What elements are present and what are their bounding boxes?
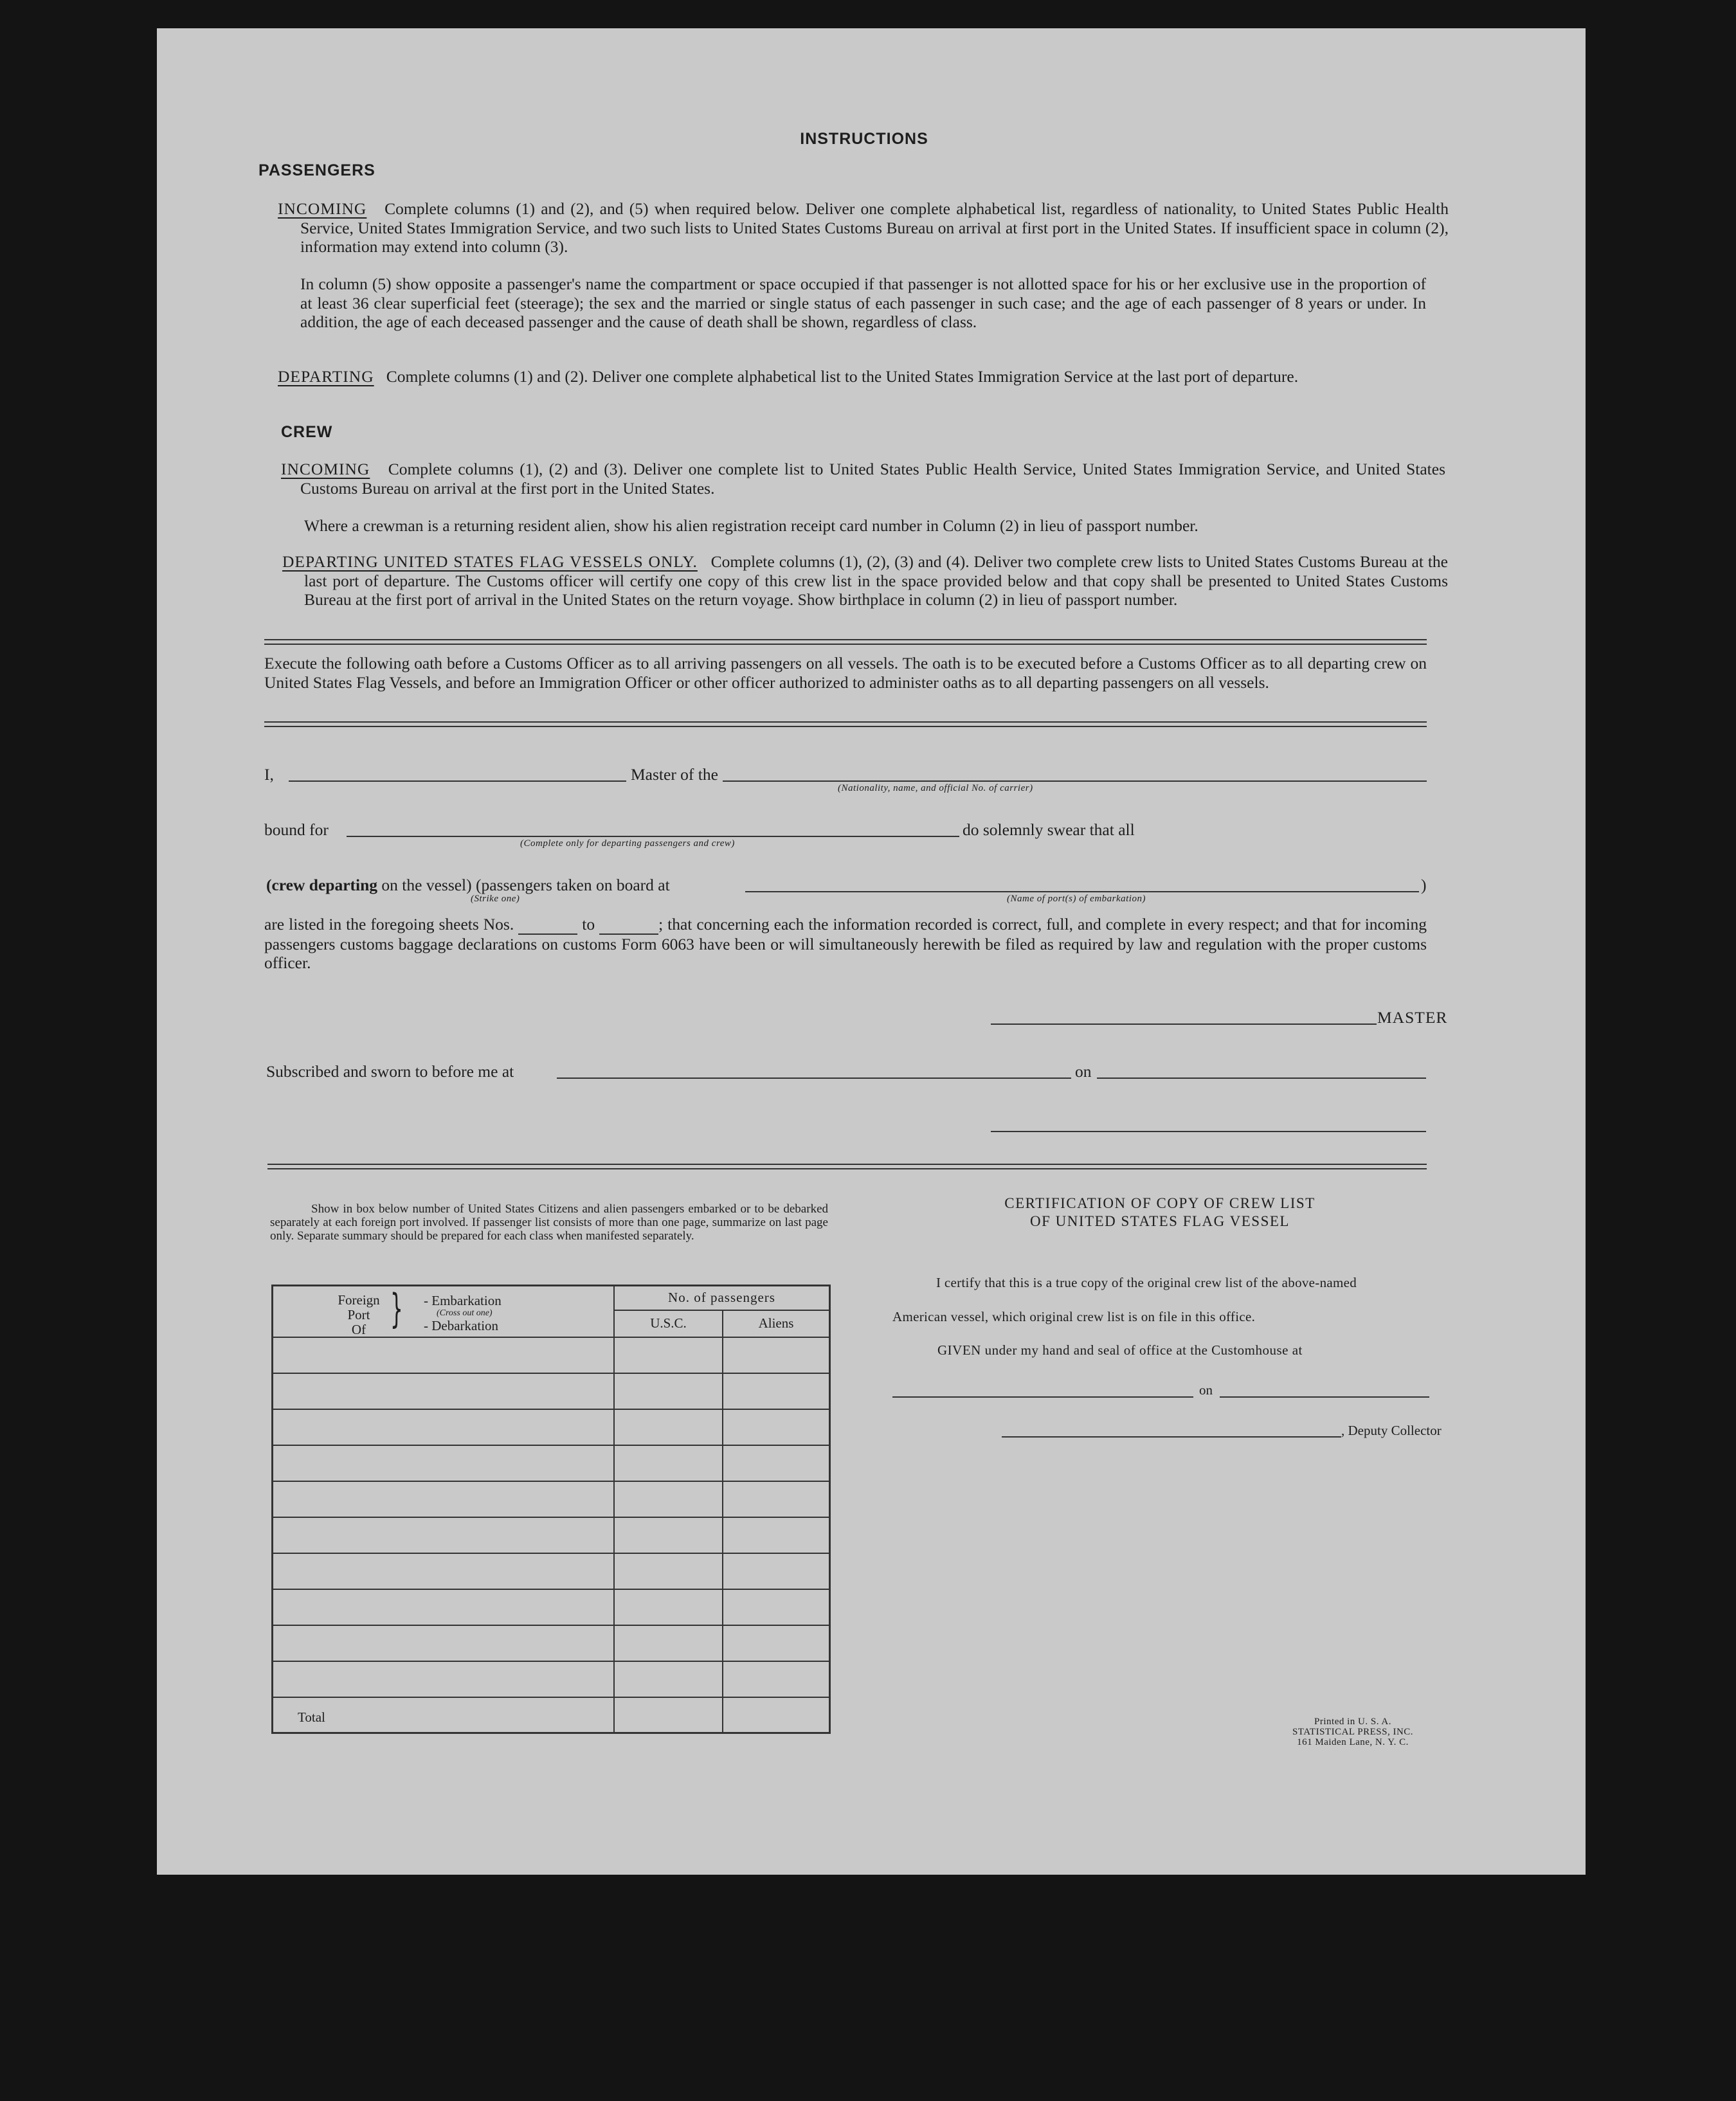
strike-one-hint: (Strike one) bbox=[471, 894, 520, 904]
passengers-departing-label: DEPARTING bbox=[278, 367, 374, 386]
foreign-label: Foreign bbox=[338, 1292, 380, 1308]
no-of-passengers-header: No. of passengers bbox=[614, 1286, 830, 1310]
crew-incoming-text: Complete columns (1), (2) and (3). Deliver one complete list to United States Public Health Service, United States Immigration Service, and United States Customs Bureau on arrival at the first port in the United States. bbox=[300, 460, 1445, 498]
aliens-cell[interactable] bbox=[723, 1661, 830, 1697]
column5-paragraph: In column (5) show opposite a passenger's name the compartment or space occupied if that passenger is not allotted space for his or her exclusive use in the proportion of at least 36 clear superficial feet (steerage); the sex and the married or single status of each passenger in such case; and the age of each passenger of 8 years or under. In addition, the age of each deceased passenger and the cause of death shall be shown, regardless of class. bbox=[300, 275, 1426, 331]
divider-middle bbox=[264, 721, 1427, 727]
certification-title bbox=[890, 1195, 1430, 1231]
subscribed-label: Subscribed and sworn to before me at bbox=[266, 1062, 514, 1081]
aliens-cell[interactable] bbox=[723, 1517, 830, 1553]
table-row bbox=[273, 1517, 830, 1553]
table-row bbox=[273, 1481, 830, 1517]
passengers-incoming-label: INCOMING bbox=[278, 199, 367, 218]
embarkation-label: - Embarkation bbox=[424, 1293, 502, 1308]
close-paren: ) bbox=[1421, 876, 1427, 894]
table-row bbox=[273, 1409, 830, 1445]
brace-icon: } bbox=[390, 1285, 403, 1332]
table-row bbox=[273, 1445, 830, 1481]
nationality-hint: (Nationality, name, and official No. of carrier) bbox=[838, 783, 1033, 793]
printer-line3: 161 Maiden Lane, N. Y. C. bbox=[1297, 1737, 1409, 1747]
printer-line2: STATISTICAL PRESS, INC. bbox=[1292, 1727, 1414, 1737]
passengers-taken-label: (passengers taken on board at bbox=[476, 876, 670, 894]
bound-for-label: bound for bbox=[264, 820, 329, 839]
table-row bbox=[273, 1661, 830, 1697]
complete-only-hint: (Complete only for departing passengers and crew) bbox=[520, 838, 735, 849]
passengers-incoming-paragraph bbox=[278, 199, 1449, 257]
sheet-to-field[interactable] bbox=[599, 915, 658, 935]
foreign-port-header bbox=[273, 1286, 615, 1337]
deputy-collector-label: , Deputy Collector bbox=[1341, 1423, 1442, 1438]
sworn-place-field[interactable] bbox=[557, 1078, 1071, 1079]
us-flag-departing-label: DEPARTING UNITED STATES FLAG VESSELS ONLY. bbox=[282, 552, 698, 571]
total-usc-cell[interactable] bbox=[614, 1697, 723, 1733]
total-row bbox=[273, 1697, 830, 1733]
customhouse-place-field[interactable] bbox=[892, 1396, 1193, 1398]
listed-to-label: to bbox=[582, 915, 595, 933]
usc-cell[interactable] bbox=[614, 1373, 723, 1409]
deputy-collector-signature-field[interactable] bbox=[1002, 1436, 1341, 1438]
port-cell[interactable] bbox=[273, 1409, 615, 1445]
of-label: Of bbox=[351, 1322, 366, 1337]
given-text: GIVEN under my hand and seal of office at the Customhouse at bbox=[937, 1342, 1303, 1358]
aliens-cell[interactable] bbox=[723, 1481, 830, 1517]
port-cell[interactable] bbox=[273, 1445, 615, 1481]
total-label: Total bbox=[273, 1697, 615, 1733]
cross-out-hint: (Cross out one) bbox=[437, 1308, 493, 1318]
listed-start-text: are listed in the foregoing sheets Nos. bbox=[264, 915, 514, 933]
sheet-from-field[interactable] bbox=[518, 915, 577, 935]
bound-for-field[interactable] bbox=[347, 836, 959, 837]
port-cell[interactable] bbox=[273, 1481, 615, 1517]
passengers-departing-text: Complete columns (1) and (2). Deliver one complete alphabetical list to the United States Immigration Service at the last port of departure. bbox=[386, 367, 1299, 386]
usc-cell[interactable] bbox=[614, 1553, 723, 1589]
port-cell[interactable] bbox=[273, 1553, 615, 1589]
debarkation-label: - Debarkation bbox=[424, 1318, 499, 1333]
form-sheet bbox=[157, 28, 1586, 1875]
port-cell[interactable] bbox=[273, 1337, 615, 1373]
aliens-header: Aliens bbox=[723, 1310, 830, 1337]
certify-line1: I certify that this is a true copy of the original crew list of the above-named bbox=[936, 1275, 1357, 1290]
usc-cell[interactable] bbox=[614, 1409, 723, 1445]
crew-incoming-paragraph bbox=[281, 460, 1445, 498]
printer-imprint bbox=[1237, 1717, 1469, 1747]
port-cell[interactable] bbox=[273, 1661, 615, 1697]
sworn-date-field[interactable] bbox=[1097, 1078, 1426, 1079]
port-label: Port bbox=[347, 1307, 370, 1322]
master-of-the-label: Master of the bbox=[631, 765, 718, 784]
crew-incoming-label: INCOMING bbox=[281, 460, 370, 478]
port-cell[interactable] bbox=[273, 1373, 615, 1409]
us-flag-departing-paragraph bbox=[282, 552, 1448, 609]
embarkation-port-field[interactable] bbox=[745, 891, 1419, 892]
customhouse-date-field[interactable] bbox=[1220, 1396, 1429, 1398]
master-name-field[interactable] bbox=[289, 780, 626, 782]
officer-signature-field[interactable] bbox=[991, 1131, 1426, 1132]
port-hint: (Name of port(s) of embarkation) bbox=[1007, 894, 1146, 904]
aliens-cell[interactable] bbox=[723, 1337, 830, 1373]
printer-line1: Printed in U. S. A. bbox=[1314, 1717, 1391, 1727]
passenger-summary-table bbox=[271, 1285, 831, 1734]
passengers-departing-paragraph bbox=[278, 367, 1449, 386]
aliens-cell[interactable] bbox=[723, 1589, 830, 1625]
aliens-cell[interactable] bbox=[723, 1445, 830, 1481]
master-signature-field[interactable] bbox=[991, 1023, 1377, 1025]
listed-rest-text: ; that concerning each the information recorded is correct, full, and complete in every respect; and that for incoming passengers customs baggage declarations on customs Form 6063 have been or will simultaneously herewith be filed as required by law and regulation with the proper customs officer. bbox=[264, 915, 1427, 972]
oath-i-label: I, bbox=[264, 765, 274, 784]
cert-on-label: on bbox=[1199, 1382, 1213, 1398]
usc-cell[interactable] bbox=[614, 1661, 723, 1697]
on-the-vessel-label: on the vessel) bbox=[377, 876, 472, 894]
divider-bottom bbox=[267, 1164, 1427, 1169]
usc-cell[interactable] bbox=[614, 1625, 723, 1661]
usc-cell[interactable] bbox=[614, 1481, 723, 1517]
crew-heading: CREW bbox=[281, 423, 333, 441]
port-cell[interactable] bbox=[273, 1589, 615, 1625]
aliens-cell[interactable] bbox=[723, 1625, 830, 1661]
usc-cell[interactable] bbox=[614, 1589, 723, 1625]
aliens-cell[interactable] bbox=[723, 1553, 830, 1589]
certify-line2: American vessel, which original crew list is on file in this office. bbox=[892, 1309, 1256, 1324]
table-row bbox=[273, 1373, 830, 1409]
crew-departing-label: (crew departing bbox=[266, 876, 378, 894]
us-flag-departing-text: Complete columns (1), (2), (3) and (4). Deliver two complete crew lists to United States Customs Bureau at the last port of departure. The Customs officer will certify one copy of this crew list in the space provided below and that copy shall be presented to United States Customs Bureau at the first port of arrival in the United States on the return voyage. Show birthplace in column (2) in lieu of passport number. bbox=[304, 552, 1448, 609]
certification-title-line2: OF UNITED STATES FLAG VESSEL bbox=[1030, 1213, 1290, 1229]
usc-header: U.S.C. bbox=[614, 1310, 723, 1337]
listed-paragraph bbox=[264, 915, 1427, 972]
table-row bbox=[273, 1589, 830, 1625]
port-cell[interactable] bbox=[273, 1517, 615, 1553]
crewman-paragraph: Where a crewman is a returning resident alien, show his alien registration receipt card number in Column (2) in lieu of passport number. bbox=[304, 516, 1198, 535]
passengers-incoming-text: Complete columns (1) and (2), and (5) when required below. Deliver one complete alphabetical list, regardless of nationality, to United States Public Health Service, United States Immigration Service, and two such lists to United States Customs Bureau on arrival at first port in the United States. If insufficient space in column (2), information may extend into column (3). bbox=[300, 199, 1449, 256]
port-cell[interactable] bbox=[273, 1625, 615, 1661]
divider-top bbox=[264, 639, 1427, 645]
oath-intro-paragraph: Execute the following oath before a Customs Officer as to all arriving passengers on all vessels. The oath is to be executed before a Customs Officer as to all departing crew on United States Flag Vessels, and before an Immigration Officer or other officer authorized to administer oaths as to all departing passengers on all vessels. bbox=[264, 654, 1427, 692]
usc-cell[interactable] bbox=[614, 1517, 723, 1553]
table-row bbox=[273, 1625, 830, 1661]
table-row bbox=[273, 1553, 830, 1589]
summary-instruction: Show in box below number of United States Citizens and alien passengers embarked or to be debarked separately at each foreign port involved. If passenger list consists of more than one page, summarize on last page only. Separate summary should be prepared for each class when manifested separately. bbox=[270, 1202, 828, 1243]
sworn-on-label: on bbox=[1075, 1062, 1092, 1081]
instructions-title: INSTRUCTIONS bbox=[800, 130, 928, 148]
usc-cell[interactable] bbox=[614, 1445, 723, 1481]
certification-title-line1: CERTIFICATION OF COPY OF CREW LIST bbox=[1004, 1195, 1316, 1211]
master-label: MASTER bbox=[1377, 1008, 1448, 1027]
carrier-field[interactable] bbox=[723, 780, 1427, 782]
do-solemnly-label: do solemnly swear that all bbox=[963, 820, 1135, 839]
usc-cell[interactable] bbox=[614, 1337, 723, 1373]
crew-passengers-line bbox=[266, 876, 670, 894]
aliens-cell[interactable] bbox=[723, 1409, 830, 1445]
passengers-heading: PASSENGERS bbox=[258, 161, 375, 179]
table-row bbox=[273, 1337, 830, 1373]
aliens-cell[interactable] bbox=[723, 1373, 830, 1409]
total-aliens-cell[interactable] bbox=[723, 1697, 830, 1733]
